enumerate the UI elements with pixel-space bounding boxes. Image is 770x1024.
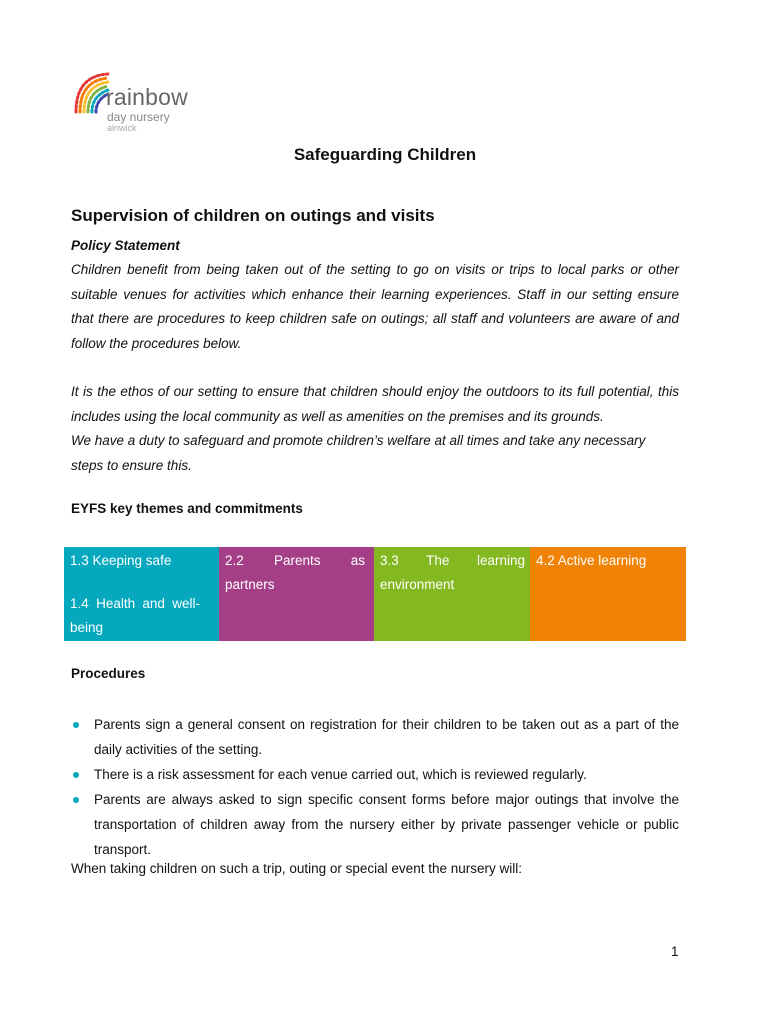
list-item-text: There is a risk assessment for each venue carried out, which is reviewed regularly.	[94, 767, 587, 782]
list-item-text: Parents are always asked to sign specific consent forms before major outings that involve the transportation of children away from the nursery either by private passenger vehicle or public transport.	[94, 792, 679, 857]
logo-subtitle: day nursery	[107, 110, 170, 124]
list-item	[71, 787, 679, 862]
theme-label: 1.4 Health and well-being	[70, 596, 200, 635]
theme-label: 1.3 Keeping safe	[70, 553, 172, 568]
document-title: Safeguarding Children	[293, 145, 477, 164]
logo-location: alnwick	[107, 123, 137, 133]
theme-cell-1	[64, 547, 219, 641]
eyfs-heading: EYFS key themes and commitments	[71, 501, 303, 516]
theme-label: 3.3 The learning environment	[380, 553, 525, 592]
page-number: 1	[671, 944, 679, 959]
list-item	[71, 712, 679, 762]
bullet-icon	[73, 797, 79, 803]
policy-statement-label: Policy Statement	[71, 238, 180, 253]
bullet-icon	[73, 722, 79, 728]
logo-name: rainbow	[106, 84, 188, 110]
theme-cell-2	[219, 547, 374, 641]
theme-label: 2.2 Parents as partners	[225, 553, 365, 592]
policy-paragraph-2a: It is the ethos of our setting to ensure that children should enjoy the outdoors to its full potential, this includes using the local community as well as amenities on the premises and its grounds.	[71, 384, 679, 424]
bullet-icon	[73, 772, 79, 778]
procedures-list	[71, 712, 679, 862]
rainbow-logo	[70, 66, 210, 136]
section-heading: Supervision of children on outings and visits	[71, 206, 435, 225]
theme-label: 4.2 Active learning	[536, 553, 647, 568]
rainbow-logo-icon	[70, 66, 110, 116]
procedures-closing: When taking children on such a trip, outing or special event the nursery will:	[71, 861, 522, 876]
policy-paragraph-2	[71, 380, 679, 478]
theme-cell-4	[530, 547, 686, 641]
theme-cell-3	[374, 547, 530, 641]
list-item	[71, 762, 679, 787]
eyfs-themes-table	[64, 547, 686, 641]
procedures-heading: Procedures	[71, 666, 146, 681]
policy-paragraph-1: Children benefit from being taken out of the setting to go on visits or trips to local parks or other suitable venues for activities which enhance their learning experiences. Staff in our setting ensure that there are procedures to keep children safe on outings; all staff and volunteers are aware of and follow the procedures below.	[71, 262, 679, 351]
policy-paragraph-2b: We have a duty to safeguard and promote children’s welfare at all times and take any necessary steps to ensure this.	[71, 433, 646, 473]
list-item-text: Parents sign a general consent on registration for their children to be taken out as a part of the daily activities of the setting.	[94, 717, 679, 757]
